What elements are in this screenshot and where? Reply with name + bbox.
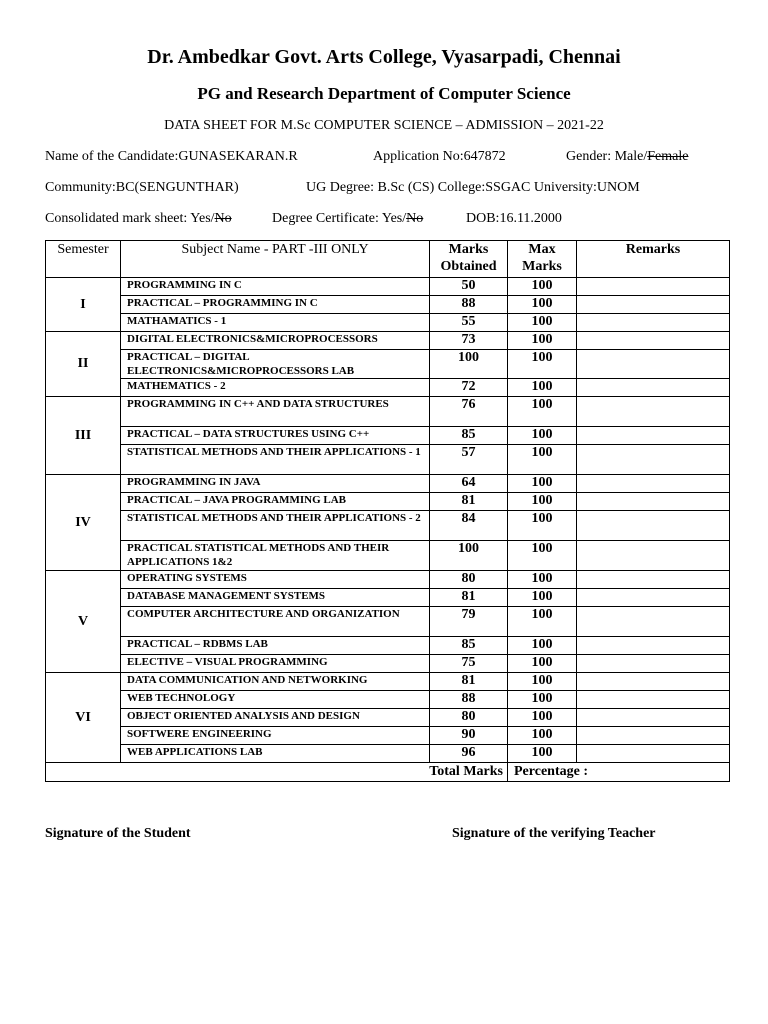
max-marks: 100 — [508, 332, 577, 350]
dob-field: DOB:16.11.2000 — [466, 211, 562, 226]
sheet-title: DATA SHEET FOR M.Sc COMPUTER SCIENCE – ADMISSION – 2021-22 — [164, 118, 604, 133]
marks-obtained: 100 — [430, 350, 508, 379]
semester-header: Semester — [46, 241, 121, 278]
marks-obtained: 88 — [430, 296, 508, 314]
consolidated-struck-option: No — [214, 211, 232, 226]
remarks-cell — [577, 589, 730, 607]
max-marks: 100 — [508, 655, 577, 673]
table-row — [46, 379, 730, 397]
table-row — [46, 727, 730, 745]
subject-name: COMPUTER ARCHITECTURE AND ORGANIZATION — [121, 607, 430, 637]
marks-obtained: 90 — [430, 727, 508, 745]
candidate-name: Name of the Candidate:GUNASEKARAN.R — [45, 149, 298, 164]
college-title: Dr. Ambedkar Govt. Arts College, Vyasarpadi, Chennai — [147, 46, 621, 68]
table-row — [46, 296, 730, 314]
remarks-cell — [577, 397, 730, 427]
table-row — [46, 673, 730, 691]
teacher-signature-label: Signature of the verifying Teacher — [452, 826, 656, 841]
student-signature-label: Signature of the Student — [45, 826, 191, 841]
remarks-cell — [577, 427, 730, 445]
remarks-cell — [577, 607, 730, 637]
table-row — [46, 571, 730, 589]
total-marks-label: Total Marks — [46, 763, 508, 782]
marks-obtained: 81 — [430, 589, 508, 607]
marks-obtained: 50 — [430, 278, 508, 296]
subject-name: PRACTICAL – PROGRAMMING IN C — [121, 296, 430, 314]
table-row — [46, 541, 730, 571]
table-row — [46, 427, 730, 445]
semester-label: V — [46, 571, 121, 673]
subject-name: PRACTICAL – JAVA PROGRAMMING LAB — [121, 493, 430, 511]
max-marks: 100 — [508, 397, 577, 427]
subject-name: DATA COMMUNICATION AND NETWORKING — [121, 673, 430, 691]
max-marks: 100 — [508, 314, 577, 332]
subject-name: WEB APPLICATIONS LAB — [121, 745, 430, 763]
remarks-cell — [577, 571, 730, 589]
marks-obtained: 73 — [430, 332, 508, 350]
subject-name: PRACTICAL – DIGITAL ELECTRONICS&MICROPROCESSORS LAB — [121, 350, 430, 379]
marks-obtained: 79 — [430, 607, 508, 637]
table-row — [46, 332, 730, 350]
max-marks-header: Max Marks — [508, 241, 577, 278]
table-row — [46, 445, 730, 475]
max-marks: 100 — [508, 589, 577, 607]
max-marks: 100 — [508, 427, 577, 445]
max-marks: 100 — [508, 350, 577, 379]
table-row — [46, 607, 730, 637]
table-row — [46, 589, 730, 607]
marks-obtained: 84 — [430, 511, 508, 541]
remarks-cell — [577, 314, 730, 332]
subject-name: MATHEMATICS - 2 — [121, 379, 430, 397]
subject-name: STATISTICAL METHODS AND THEIR APPLICATIONS - 1 — [121, 445, 430, 475]
community-field: Community:BC(SENGUNTHAR) — [45, 180, 239, 195]
table-row — [46, 655, 730, 673]
max-marks: 100 — [508, 637, 577, 655]
subject-name: OPERATING SYSTEMS — [121, 571, 430, 589]
marks-obtained: 64 — [430, 475, 508, 493]
max-marks: 100 — [508, 445, 577, 475]
remarks-cell — [577, 475, 730, 493]
max-marks: 100 — [508, 379, 577, 397]
subject-name: PRACTICAL – DATA STRUCTURES USING C++ — [121, 427, 430, 445]
subject-name: PROGRAMMING IN C++ AND DATA STRUCTURES — [121, 397, 430, 427]
marks-obtained: 96 — [430, 745, 508, 763]
table-row — [46, 475, 730, 493]
subject-name: SOFTWERE ENGINEERING — [121, 727, 430, 745]
max-marks: 100 — [508, 493, 577, 511]
max-marks: 100 — [508, 727, 577, 745]
marks-obtained: 100 — [430, 541, 508, 571]
subject-name: STATISTICAL METHODS AND THEIR APPLICATIONS - 2 — [121, 511, 430, 541]
consolidated-field — [45, 211, 232, 227]
table-row — [46, 637, 730, 655]
subject-name: MATHAMATICS - 1 — [121, 314, 430, 332]
marks-obtained: 75 — [430, 655, 508, 673]
remarks-cell — [577, 691, 730, 709]
gender-label: Gender: Male/ — [566, 149, 648, 164]
max-marks: 100 — [508, 278, 577, 296]
subject-name: ELECTIVE – VISUAL PROGRAMMING — [121, 655, 430, 673]
marks-obtained: 57 — [430, 445, 508, 475]
subject-name: PRACTICAL – RDBMS LAB — [121, 637, 430, 655]
marks-header: Marks Obtained — [430, 241, 508, 278]
degree-struck-option: No — [406, 211, 424, 226]
semester-label: I — [46, 278, 121, 332]
max-marks: 100 — [508, 745, 577, 763]
degree-certificate-field — [272, 211, 423, 227]
remarks-cell — [577, 727, 730, 745]
marks-obtained: 72 — [430, 379, 508, 397]
max-marks: 100 — [508, 475, 577, 493]
degree-label: Degree Certificate: Yes/ — [272, 211, 407, 226]
table-header-row — [46, 241, 730, 278]
remarks-cell — [577, 350, 730, 379]
max-marks: 100 — [508, 709, 577, 727]
max-marks: 100 — [508, 607, 577, 637]
ug-degree-field: UG Degree: B.Sc (CS) College:SSGAC University:UNOM — [306, 180, 640, 195]
remarks-cell — [577, 745, 730, 763]
remarks-cell — [577, 278, 730, 296]
subject-name: DATABASE MANAGEMENT SYSTEMS — [121, 589, 430, 607]
remarks-cell — [577, 673, 730, 691]
consolidated-label: Consolidated mark sheet: Yes/ — [45, 211, 215, 226]
subject-name: PRACTICAL STATISTICAL METHODS AND THEIR APPLICATIONS 1&2 — [121, 541, 430, 571]
marks-obtained: 55 — [430, 314, 508, 332]
max-marks: 100 — [508, 673, 577, 691]
semester-label: II — [46, 332, 121, 397]
remarks-cell — [577, 541, 730, 571]
subject-name: WEB TECHNOLOGY — [121, 691, 430, 709]
marks-obtained: 80 — [430, 571, 508, 589]
marks-obtained: 81 — [430, 673, 508, 691]
table-row — [46, 278, 730, 296]
semester-label: III — [46, 397, 121, 475]
gender-struck-option: Female — [647, 149, 689, 164]
application-number: Application No:647872 — [373, 149, 506, 164]
semester-label: IV — [46, 475, 121, 571]
marks-obtained: 85 — [430, 427, 508, 445]
subject-name: PROGRAMMING IN C — [121, 278, 430, 296]
max-marks: 100 — [508, 541, 577, 571]
subject-name: DIGITAL ELECTRONICS&MICROPROCESSORS — [121, 332, 430, 350]
table-row — [46, 493, 730, 511]
max-marks: 100 — [508, 571, 577, 589]
total-row — [46, 763, 730, 782]
marks-obtained: 76 — [430, 397, 508, 427]
table-row — [46, 709, 730, 727]
table-row — [46, 511, 730, 541]
table-row — [46, 314, 730, 332]
semester-label: VI — [46, 673, 121, 763]
table-row — [46, 350, 730, 379]
percentage-label: Percentage : — [508, 763, 730, 782]
marks-table — [45, 240, 730, 782]
remarks-cell — [577, 655, 730, 673]
table-row — [46, 745, 730, 763]
gender-field — [566, 149, 688, 165]
department-title: PG and Research Department of Computer Science — [197, 84, 571, 103]
marks-obtained: 88 — [430, 691, 508, 709]
remarks-cell — [577, 709, 730, 727]
remarks-cell — [577, 445, 730, 475]
max-marks: 100 — [508, 511, 577, 541]
remarks-cell — [577, 511, 730, 541]
subject-name: OBJECT ORIENTED ANALYSIS AND DESIGN — [121, 709, 430, 727]
marks-obtained: 81 — [430, 493, 508, 511]
subject-name: PROGRAMMING IN JAVA — [121, 475, 430, 493]
max-marks: 100 — [508, 296, 577, 314]
marks-table-body — [46, 278, 730, 763]
remarks-cell — [577, 379, 730, 397]
remarks-cell — [577, 296, 730, 314]
remarks-header: Remarks — [577, 241, 730, 278]
marks-obtained: 85 — [430, 637, 508, 655]
table-row — [46, 691, 730, 709]
subject-header: Subject Name - PART -III ONLY — [121, 241, 430, 278]
marks-obtained: 80 — [430, 709, 508, 727]
remarks-cell — [577, 637, 730, 655]
max-marks: 100 — [508, 691, 577, 709]
remarks-cell — [577, 493, 730, 511]
table-row — [46, 397, 730, 427]
remarks-cell — [577, 332, 730, 350]
